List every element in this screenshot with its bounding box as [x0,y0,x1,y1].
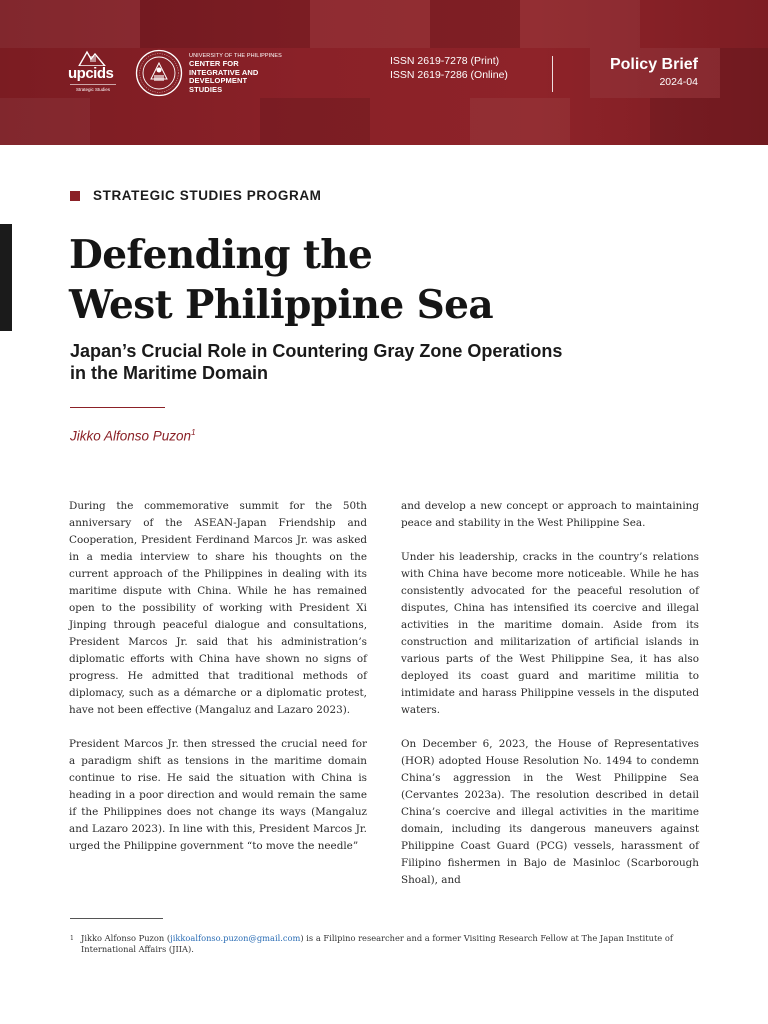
author-footnote-ref[interactable]: 1 [191,428,196,437]
issn-block [390,55,508,82]
page-title [69,230,709,330]
header-pattern-tile [470,98,570,145]
program-label: STRATEGIC STUDIES PROGRAM [93,188,322,203]
header-pattern-tile [720,48,768,98]
body-column-left [69,498,367,872]
page-subtitle [70,340,650,384]
header-pattern-tile [0,98,90,145]
center-name-line: DEVELOPMENT [189,76,248,85]
center-name-line: CENTER FOR [189,59,239,68]
subtitle-line: Japan’s Crucial Role in Countering Gray Zone Operations [70,341,563,361]
upcids-subtitle: Strategic Studies [70,84,116,95]
university-seal-icon [135,49,183,97]
subtitle-line: in the Maritime Domain [70,363,269,383]
university-name: UNIVERSITY OF THE PHILIPPINES [189,53,282,59]
header-pattern-tile [650,98,768,145]
center-name-line: INTEGRATIVE AND [189,67,259,77]
side-tab-marker [0,224,12,331]
header-pattern-tile [140,0,310,48]
body-paragraph: On December 6, 2023, the House of Representatives (HOR) adopted House Resolution No. 1494 to condemn China’s aggression in the West Philippine Sea (Cervantes 2023a). The resolution described in detail China’s coercive and illegal activities in the maritime domain, including its dangerous maneuvers against Philippine Coast Guard (PCG) vessels, harassment of Filipino fishermen in Bajo de Masinloc (Scarborough Shoal), and [401,738,699,886]
body-paragraph: President Marcos Jr. then stressed the crucial need for a paradigm shift as tensions in the maritime domain continue to rise. He said the situation with China is heading in a poor direction and would remain the same if the Philippines does not change its ways (Mangaluz and Lazaro 2023). In line with this, President Marcos Jr. urged the Philippine government “to move the needle” [69,738,367,852]
header-pattern-tile [430,0,520,48]
program-label-row [70,188,322,203]
header-pattern-tile [520,0,640,48]
body-paragraph: Under his leadership, cracks in the country’s relations with China have become more noticeable. While he has consistently advocated for the peaceful resolution of disputes, China has intensified its coercive and illegal activities in the maritime domain. Aside from its construction and militarization of artificial islands in various parts of the West Philippine Sea, it has also deployed its coast guard and maritime militia to intimidate and harass Philippine vessels in the disputed waters. [401,551,699,716]
issn-online: ISSN 2619-7286 (Online) [390,68,508,81]
policy-brief-block [610,55,698,89]
body-column-right [401,498,699,906]
header-pattern-tile [0,0,140,48]
footnote-text: ) is a Filipino researcher and a former Visiting Research Fellow at The Japan Institute of International Affairs (JIIA). [81,933,673,954]
header-band [0,0,768,145]
policy-brief-title: Policy Brief [609,56,698,73]
center-name [189,53,309,94]
upcids-logo [68,50,118,96]
author-line [70,428,196,444]
body-paragraph: and develop a new concept or approach to maintaining peace and stability in the West Philippine Sea. [401,500,699,529]
upcids-wordmark: upcids [68,65,114,82]
upcids-emblem-icon [77,50,107,66]
center-name-line: STUDIES [189,84,223,94]
policy-brief-number: 2024-04 [659,76,698,88]
footnote-author: Jikko Alfonso Puzon ( [81,933,171,943]
program-square-icon [70,191,80,201]
issn-print: ISSN 2619-7278 (Print) [390,55,500,67]
body-paragraph: During the commemorative summit for the 50th anniversary of the ASEAN-Japan Friendship and Cooperation, President Ferdinand Marcos Jr. was asked in a media interview to share his thoughts on the current approach of the Philippines in dealing with its maritime dispute with China. While he has remained open to the possibility of working with President Xi Jinping through peaceful dialogue and consultations, President Marcos Jr. said that his administration’s diplomatic efforts with China have shown no signs of progress. He admitted that traditional methods of diplomacy, such as a démarche or a diplomatic protest, have not been effective (Mangaluz and Lazaro 2023). [69,500,367,716]
footnote-rule [70,918,163,919]
author-name: Jikko Alfonso Puzon [70,428,192,444]
footnote-email-link[interactable]: jikkoalfonso.puzon@gmail.com [170,933,301,943]
header-pattern-tile [260,98,370,145]
footnote-mark: 1 [70,935,74,942]
footnote [70,933,700,955]
header-pattern-tile [310,0,430,48]
title-line: Defending the [69,232,373,278]
header-divider [552,56,553,92]
title-line: West Philippine Sea [69,282,494,328]
title-rule [70,407,165,408]
